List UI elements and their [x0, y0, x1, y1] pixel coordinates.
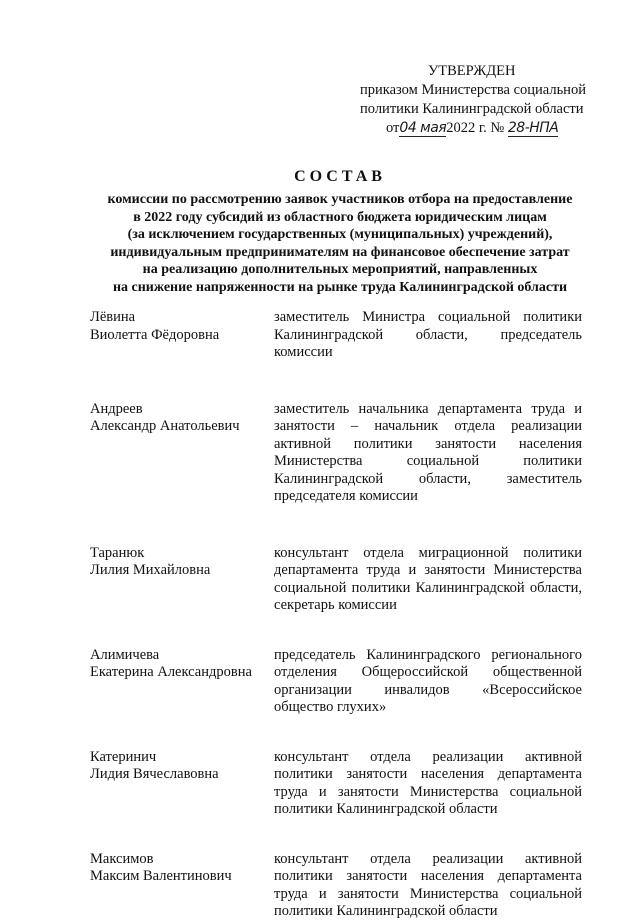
subtitle-line: индивидуальным предпринимателям на финансовое обеспечение затрат — [110, 244, 570, 260]
subtitle-line: на снижение напряженности на рынке труда Калининградской области — [112, 279, 568, 295]
approval-stamp — [360, 62, 590, 138]
approval-title: УТВЕРЖДЕН — [428, 63, 516, 79]
member-given-name: Лилия Михайловна — [90, 562, 211, 578]
member-row — [90, 401, 590, 506]
subtitle-line: (за исключением государственных (муниципальных) учреждений), — [127, 227, 553, 242]
approval-line-1: приказом Министерства социальной — [360, 82, 586, 98]
handwritten-date: 04 мая — [399, 120, 447, 136]
member-row — [90, 309, 590, 362]
member-row — [90, 851, 590, 921]
member-role: консультант отдела реализации активной политики занятости населения департамента труда и занятости Министерства социальной политики Калининградской области — [274, 748, 582, 817]
subtitle-line: на реализацию дополнительных мероприятий, направленных — [142, 262, 538, 277]
member-role: заместитель начальника департамента труда и занятости – начальник отдела реализации активной политики занятости населения Министерства социальной политики Калининградской области, заместитель председателя комиссии — [274, 400, 582, 504]
members-list — [90, 309, 590, 921]
member-row — [90, 647, 590, 717]
approval-line-2: политики Калининградской области — [360, 101, 584, 117]
member-role: председатель Калининградского регионального отделения Общероссийской общественной организации инвалидов «Всероссийское общество глухих» — [274, 646, 582, 715]
member-surname: Андреев — [90, 400, 143, 417]
member-name — [90, 647, 274, 717]
member-name — [90, 401, 274, 506]
member-surname: Алимичева — [90, 646, 160, 663]
member-row — [90, 749, 590, 819]
member-name — [90, 545, 274, 615]
approval-prefix: от — [386, 120, 400, 136]
subtitle-line: комиссии по рассмотрению заявок участников отбора на предоставление — [107, 192, 573, 207]
member-surname: Лёвина — [90, 309, 136, 325]
approval-order-line — [386, 119, 590, 138]
member-name — [90, 749, 274, 819]
approval-year: 2022 г. — [446, 120, 487, 136]
approval-number-prefix: № — [490, 120, 505, 136]
member-role: заместитель Министра социальной политики Калининградской области, председатель комиссии — [274, 309, 582, 360]
member-given-name: Александр Анатольевич — [90, 418, 240, 434]
member-surname: Максимов — [90, 850, 154, 867]
document-heading: СОСТАВ — [294, 168, 386, 185]
subtitle-line: в 2022 году субсидий из областного бюджета юридическим лицам — [133, 209, 547, 225]
member-given-name: Виолетта Фёдоровна — [90, 326, 220, 343]
handwritten-number: 28-НПА — [507, 120, 559, 136]
member-given-name: Максим Валентинович — [90, 868, 232, 884]
member-role: консультант отдела реализации активной политики занятости населения департамента труда и занятости Министерства социальной политики Калининградской области — [274, 850, 582, 919]
document-subtitle — [70, 191, 610, 296]
member-surname: Катеринич — [90, 748, 157, 765]
member-given-name: Екатерина Александровна — [90, 664, 252, 680]
member-row — [90, 545, 590, 615]
member-surname: Таранюк — [90, 544, 145, 561]
member-name — [90, 309, 274, 362]
member-role: консультант отдела миграционной политики департамента труда и занятости Министерства социальной политики Калининградской области, секретарь комиссии — [274, 544, 582, 613]
member-given-name: Лидия Вячеславовна — [90, 766, 219, 782]
member-name — [90, 851, 274, 921]
